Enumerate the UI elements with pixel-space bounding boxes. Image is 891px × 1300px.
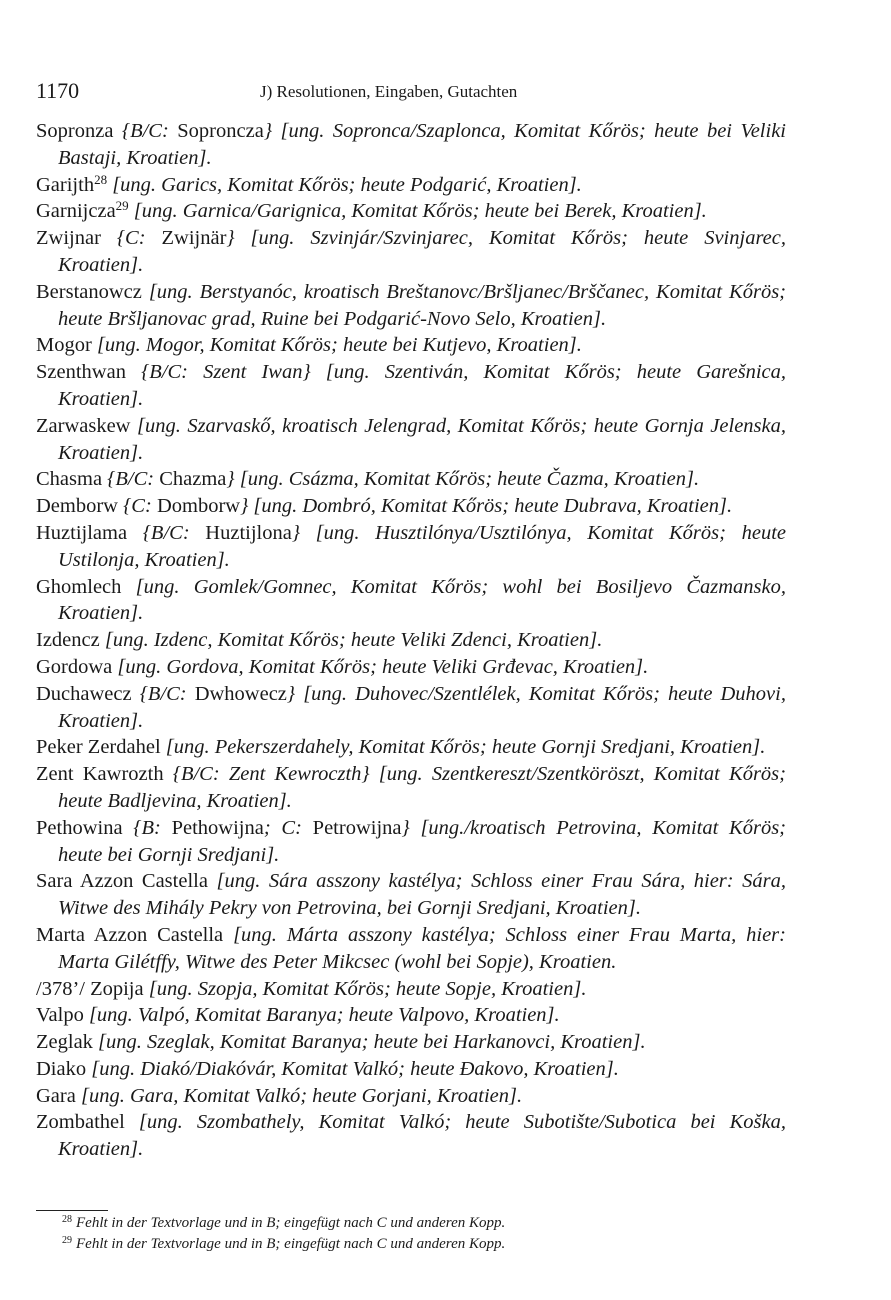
- annotation-text: [ung. Gomlek/Gomnec, Komitat Kőrös; wohl bei Bosiljevo Čazmansko, Kroatien].: [58, 575, 786, 625]
- annotation-text: [ung. Gordova, Komitat Kőrös; heute Veliki Grđevac, Kroatien].: [117, 655, 649, 678]
- place-name-text: Garnijcza: [36, 200, 116, 223]
- annotation-text: } [ung. Csázma, Komitat Kőrös; heute Čazma, Kroatien].: [226, 468, 700, 491]
- place-name-text: Zent Kawrozth: [36, 763, 173, 786]
- list-entry: [36, 359, 786, 413]
- annotation-text: [ung. Berstyanóc, kroatisch Breštanovc/Bršljanec/Brščanec, Komitat Kőrös; heute Bršljanovac grad, Ruine bei Podgarić-Novo Selo, Kroatien].: [58, 280, 787, 330]
- place-name-text: Zwijnar: [36, 227, 117, 250]
- list-entry: [36, 225, 786, 279]
- annotation-text: {C:: [116, 227, 162, 250]
- list-entry: [36, 815, 786, 869]
- footnote-text: Fehlt in der Textvorlage und in B; eingefügt nach C und anderen Kopp.: [76, 1236, 506, 1252]
- annotation-text: [ung. Diakó/Diakóvár, Komitat Valkó; heute Đakovo, Kroatien].: [91, 1057, 619, 1080]
- place-name-text: Diako: [36, 1057, 92, 1080]
- annotation-text: {B/C:: [142, 521, 206, 544]
- place-name-text: Sara Azzon Castella: [36, 870, 217, 893]
- footnote-ref: 29: [115, 198, 129, 214]
- list-entry: [36, 627, 786, 654]
- place-name-text: Huztijlona: [205, 521, 292, 544]
- footnote-ref: 28: [94, 171, 108, 187]
- place-name-text: Petrowijna: [312, 816, 402, 839]
- annotation-text: {B:: [133, 816, 172, 839]
- annotation-text: {B/C: Zent Kewroczth} [ung. Szentkereszt/Szentköröszt, Komitat Kőrös; heute Badljevina, Kroatien].: [58, 763, 786, 812]
- list-entry: [36, 922, 786, 976]
- place-name-text: Zwijnär: [161, 227, 227, 250]
- list-entry: [36, 734, 786, 761]
- annotation-text: [ung. Márta asszony kastélya; Schloss einer Frau Marta, hier: Marta Gilétffy, Witwe des Peter Mikcsec (wohl bei Sopje), Kroatien.: [58, 923, 786, 973]
- place-name-text: Chasma: [36, 468, 108, 491]
- annotation-text: } [ung. Szvinjár/Szvinjarec, Komitat Kőrös; heute Svinjarec, Kroatien].: [58, 227, 786, 276]
- place-name-text: Marta Azzon Castella: [36, 923, 234, 946]
- annotation-text: [ung. Pekerszerdahely, Komitat Kőrös; heute Gornji Sredjani, Kroatien].: [165, 736, 766, 759]
- list-entry: [36, 1083, 786, 1110]
- list-entry: [36, 1109, 786, 1163]
- list-entry: [36, 520, 786, 574]
- list-entry: [36, 1002, 786, 1029]
- list-entry: [36, 172, 786, 199]
- list-entry: [36, 413, 786, 467]
- place-name-text: Sopronza: [36, 120, 122, 142]
- place-name-text: Pethowina: [36, 816, 134, 839]
- place-name-text: Ghomlech: [36, 575, 136, 598]
- footnote: [62, 1213, 505, 1234]
- list-entry: [36, 761, 786, 815]
- footnote-number: 29: [62, 1235, 72, 1246]
- footnote: [62, 1234, 505, 1255]
- place-name-text: Dwhowecz: [194, 682, 287, 705]
- annotation-text: [ung. Valpó, Komitat Baranya; heute Valpovo, Kroatien].: [88, 1004, 560, 1027]
- annotation-text: {C:: [123, 495, 157, 518]
- annotation-text: [ung. Garics, Komitat Kőrös; heute Podgarić, Kroatien].: [107, 173, 582, 196]
- footnote-rule: [36, 1210, 108, 1211]
- place-name-text: Gara: [36, 1084, 81, 1107]
- place-name-text: Garijth: [36, 173, 95, 196]
- annotation-text: {B/C:: [121, 120, 178, 142]
- footnotes: [62, 1213, 505, 1255]
- place-name-text: Berstanowcz: [36, 280, 149, 303]
- place-name-text: Pethowijna: [171, 816, 264, 839]
- annotation-text: {B/C:: [139, 682, 195, 705]
- list-entry: [36, 976, 786, 1003]
- annotation-text: {B/C:: [107, 468, 160, 491]
- page-number: 1170: [36, 78, 80, 103]
- annotation-text: {B/C: Szent Iwan} [ung. Szentiván, Komitat Kőrös; heute Garešnica, Kroatien].: [58, 361, 786, 410]
- place-name-text: Zarwaskew: [36, 414, 137, 437]
- list-entry: [36, 868, 786, 922]
- list-entry: [36, 654, 786, 681]
- annotation-text: [ung. Sára asszony kastélya; Schloss einer Frau Sára, hier: Sára, Witwe des Mihály Pekry von Petrovina, bei Gornji Sredjani, Kroatien].: [58, 870, 786, 920]
- place-name-text: Peker Zerdahel: [36, 736, 166, 759]
- list-entry: [36, 1029, 786, 1056]
- place-name-text: Gordowa: [36, 655, 118, 678]
- list-entry: [36, 332, 786, 359]
- list-entry: [36, 1056, 786, 1083]
- place-name-list: [36, 118, 786, 1163]
- place-name-text: Demborw: [36, 495, 124, 518]
- running-title: J) Resolutionen, Eingaben, Gutachten: [260, 82, 518, 101]
- list-entry: [36, 118, 786, 172]
- annotation-text: } [ung. Sopronca/Szaplonca, Komitat Kőrös; heute bei Veliki Bastaji, Kroatien].: [58, 120, 786, 169]
- annotation-text: [ung. Izdenc, Komitat Kőrös; heute Veliki Zdenci, Kroatien].: [104, 629, 603, 652]
- list-entry: [36, 279, 786, 333]
- annotation-text: [ung. Gara, Komitat Valkó; heute Gorjani, Kroatien].: [80, 1084, 523, 1107]
- footnote-text: Fehlt in der Textvorlage und in B; eingefügt nach C und anderen Kopp.: [76, 1215, 506, 1231]
- place-name-text: Szenthwan: [36, 361, 142, 384]
- place-name-text: Huztijlama: [36, 521, 143, 544]
- list-entry: [36, 574, 786, 628]
- annotation-text: } [ung. Dombró, Komitat Kőrös; heute Dubrava, Kroatien].: [240, 495, 733, 518]
- running-header: [36, 78, 786, 108]
- annotation-text: [ung. Szombathely, Komitat Valkó; heute Subotište/Subotica bei Koška, Kroatien].: [58, 1111, 786, 1161]
- list-entry: [36, 681, 786, 735]
- place-name-text: Zeglak: [36, 1031, 99, 1054]
- place-name-text: Izdencz: [36, 629, 105, 652]
- place-name-text: Chazma: [159, 468, 227, 491]
- annotation-text: ; C:: [263, 816, 313, 839]
- place-name-text: Valpo: [36, 1004, 89, 1027]
- annotation-text: } [ung. Duhovec/Szentlélek, Komitat Kőrös; heute Duhovi, Kroatien].: [58, 682, 786, 732]
- place-name-text: Sopronczа: [177, 120, 264, 142]
- annotation-text: [ung. Garnica/Garignica, Komitat Kőrös; heute bei Berek, Kroatien].: [128, 200, 707, 223]
- annotation-text: } [ung./kroatisch Petrovina, Komitat Kőrös; heute bei Gornji Sredjani].: [58, 816, 786, 866]
- place-name-text: Duchawecz: [36, 682, 140, 705]
- list-entry: [36, 198, 786, 225]
- annotation-text: [ung. Szeglak, Komitat Baranya; heute bei Harkanovci, Kroatien].: [98, 1031, 646, 1054]
- place-name-text: /378’/ Zopija: [36, 977, 149, 1000]
- place-name-text: Mogor: [36, 334, 97, 357]
- place-name-text: Zombathel: [36, 1111, 139, 1134]
- list-entry: [36, 493, 786, 520]
- annotation-text: [ung. Szopja, Komitat Kőrös; heute Sopje, Kroatien].: [148, 977, 587, 1000]
- annotation-text: [ung. Szarvaskő, kroatisch Jelengrad, Komitat Kőrös; heute Gornja Jelenska, Kroatien].: [58, 414, 787, 464]
- annotation-text: } [ung. Husztilónya/Usztilónya, Komitat Kőrös; heute Ustilonja, Kroatien].: [58, 521, 786, 571]
- list-entry: [36, 466, 786, 493]
- footnote-number: 28: [62, 1214, 72, 1225]
- place-name-text: Domborw: [156, 495, 241, 518]
- annotation-text: [ung. Mogor, Komitat Kőrös; heute bei Kutjevo, Kroatien].: [96, 334, 582, 357]
